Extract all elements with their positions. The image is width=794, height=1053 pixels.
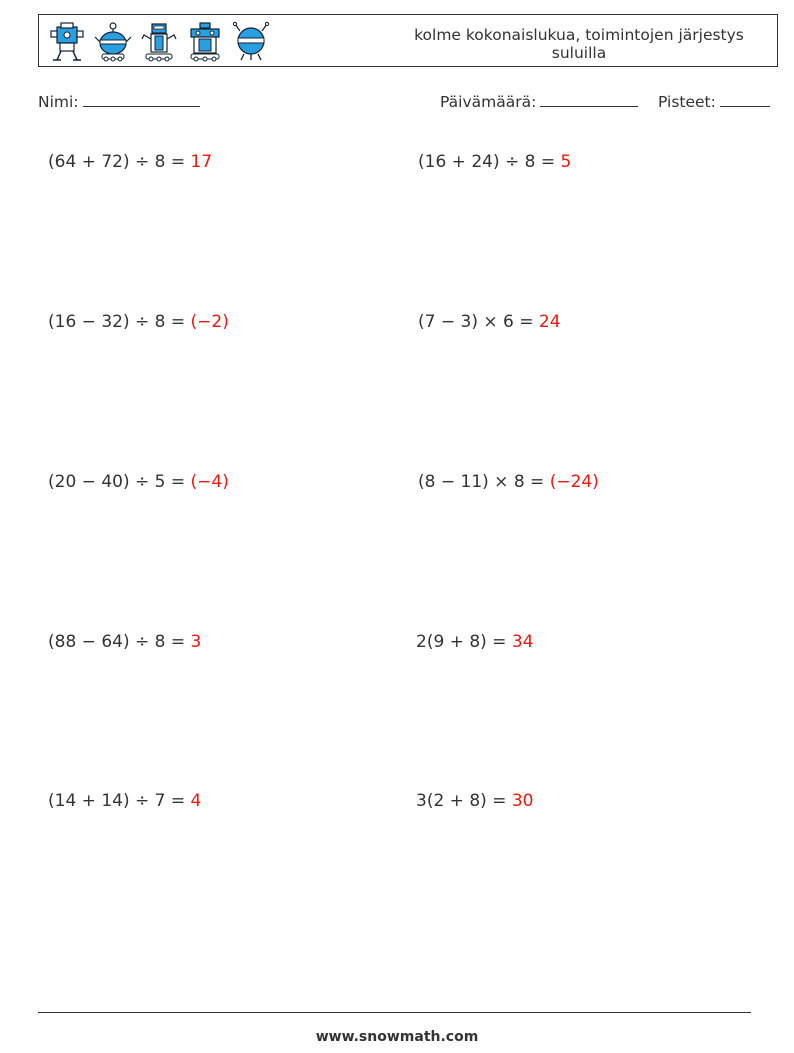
footer-url: www.snowmath.com xyxy=(315,1029,479,1045)
problem-4 xyxy=(418,312,561,332)
robot-logo-row xyxy=(47,21,271,63)
problem-4-answer: 24 xyxy=(538,312,561,332)
problem-6-expression: (8 − 11) × 8 = xyxy=(418,472,550,492)
robot-1-icon xyxy=(47,21,87,63)
problem-2 xyxy=(418,152,571,172)
problem-9-expression: (14 + 14) ÷ 7 = xyxy=(48,791,191,811)
problem-4-expression: (7 − 3) × 6 = xyxy=(418,312,539,332)
problem-6-answer: (−24) xyxy=(549,472,599,492)
problem-1-answer: 17 xyxy=(190,152,213,172)
problem-3 xyxy=(48,312,229,332)
score-label: Pisteet: xyxy=(658,93,716,111)
problem-2-answer: 5 xyxy=(560,152,572,172)
date-field xyxy=(440,93,638,111)
robot-2-icon xyxy=(93,21,133,63)
header-box xyxy=(38,14,778,67)
name-field xyxy=(38,93,200,111)
problem-10 xyxy=(416,791,533,811)
score-field xyxy=(658,93,770,111)
problem-8 xyxy=(416,632,533,652)
problem-9-answer: 4 xyxy=(190,791,202,811)
problem-5-expression: (20 − 40) ÷ 5 = xyxy=(48,472,191,492)
robot-4-icon xyxy=(185,21,225,63)
worksheet-title: kolme kokonaislukua, toimintojen järjestys suluilla xyxy=(414,26,744,62)
name-label: Nimi: xyxy=(38,93,79,111)
robot-3-icon xyxy=(139,21,179,63)
date-blank xyxy=(540,93,638,107)
problem-7-expression: (88 − 64) ÷ 8 = xyxy=(48,632,191,652)
footer-divider xyxy=(38,1012,751,1013)
problem-1-expression: (64 + 72) ÷ 8 = xyxy=(48,152,191,172)
problem-1 xyxy=(48,152,212,172)
problem-2-expression: (16 + 24) ÷ 8 = xyxy=(418,152,561,172)
problem-5-answer: (−4) xyxy=(190,472,229,492)
problem-8-expression: 2(9 + 8) = xyxy=(416,632,512,652)
score-blank xyxy=(720,93,770,107)
robot-5-icon xyxy=(231,21,271,63)
problem-9 xyxy=(48,791,201,811)
problem-3-answer: (−2) xyxy=(190,312,229,332)
problem-8-answer: 34 xyxy=(511,632,534,652)
problem-10-answer: 30 xyxy=(511,791,534,811)
name-blank xyxy=(83,93,200,107)
problem-7-answer: 3 xyxy=(190,632,202,652)
problem-7 xyxy=(48,632,201,652)
problem-3-expression: (16 − 32) ÷ 8 = xyxy=(48,312,191,332)
date-label: Päivämäärä: xyxy=(440,93,537,111)
problem-5 xyxy=(48,472,229,492)
problem-6 xyxy=(418,472,599,492)
problem-10-expression: 3(2 + 8) = xyxy=(416,791,512,811)
